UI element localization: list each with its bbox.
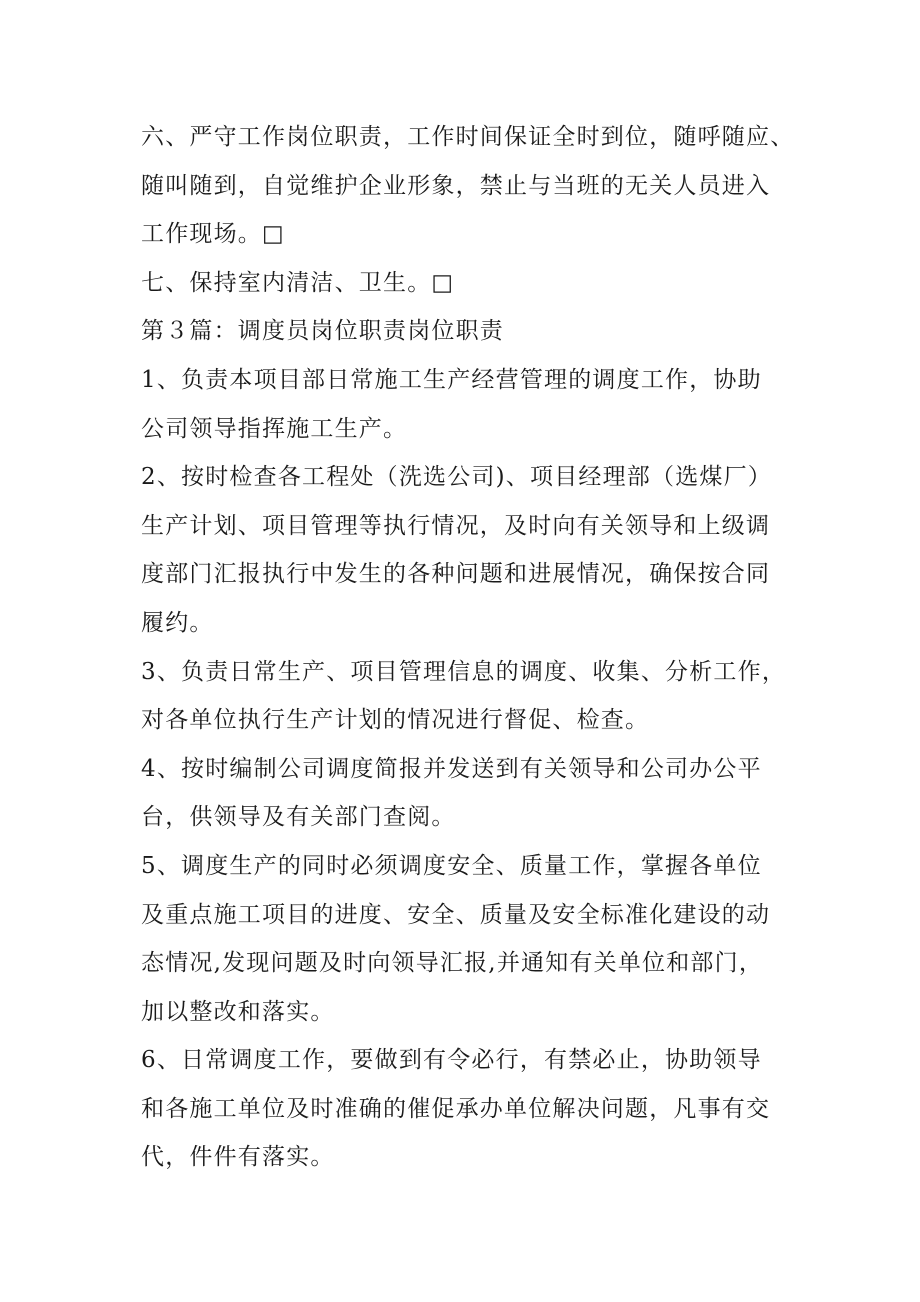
text-line: 七、保持室内清洁、卫生。□ [141, 269, 455, 296]
paragraph-item-5 [141, 842, 801, 1036]
paragraph-duty-7 [141, 259, 801, 308]
text-line: 六、严守工作岗位职责，工作时间保证全时到位，随呼随应、 [141, 124, 795, 150]
text-line: 2、按时检查各工程处（洗选公司)、项目经理部（选煤厂） [141, 464, 773, 491]
text-line: 和各施工单位及时准确的催促承办单位解决问题，凡事有交 [141, 1095, 771, 1122]
paragraph-item-2 [141, 453, 801, 647]
paragraph-item-1 [141, 356, 801, 453]
paragraph-item-3 [141, 648, 801, 745]
text-line: 工作现场。□ [141, 221, 285, 248]
text-line: 随叫随到，自觉维护企业形象，禁止与当班的无关人员进入 [141, 172, 771, 199]
paragraph-item-6 [141, 1036, 801, 1182]
text-line: 5、调度生产的同时必须调度安全、质量工作，掌握各单位 [141, 852, 762, 879]
text-line: 履约。 [141, 609, 214, 636]
text-line: 第３篇：调度员岗位职责岗位职责 [141, 318, 504, 345]
text-line: 代，件件有落实。 [141, 1144, 335, 1171]
text-line: 6、日常调度工作，要做到有令必行，有禁必止，协助领导 [141, 1047, 762, 1074]
text-line: 1、负责本项目部日常施工生产经营管理的调度工作，协助 [141, 366, 762, 393]
text-line: 4、按时编制公司调度简报并发送到有关领导和公司办公平 [141, 755, 762, 782]
text-line: 度部门汇报执行中发生的各种问题和进展情况，确保按合同 [141, 561, 771, 588]
text-line: 台，供领导及有关部门查阅。 [141, 804, 456, 831]
text-line: 态情况,发现问题及时向领导汇报,并通知有关单位和部门， [141, 950, 764, 977]
text-line: 生产计划、项目管理等执行情况，及时向有关领导和上级调 [141, 512, 771, 539]
text-line: 3、负责日常生产、项目管理信息的调度、收集、分析工作， [141, 658, 787, 685]
paragraph-duty-6 [141, 113, 801, 259]
text-line: 公司领导指挥施工生产。 [141, 415, 408, 442]
section-heading [141, 307, 801, 356]
text-line: 加以整改和落实。 [141, 998, 335, 1025]
paragraph-item-4 [141, 745, 801, 842]
document-body [141, 113, 801, 1182]
text-line: 及重点施工项目的进度、安全、质量及安全标准化建设的动 [141, 901, 771, 928]
text-line: 对各单位执行生产计划的情况进行督促、检查。 [141, 707, 650, 734]
